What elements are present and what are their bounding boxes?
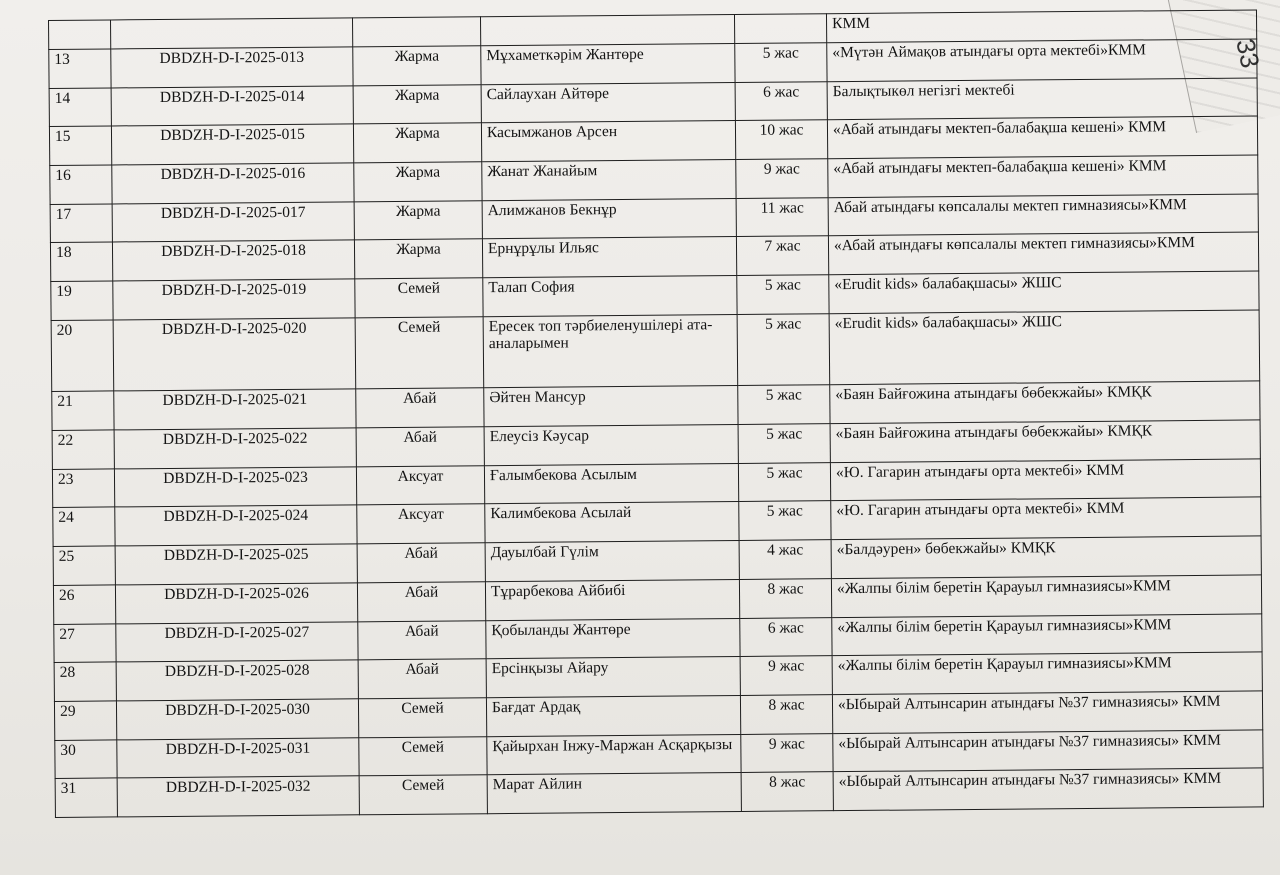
cell-age: 6 жас (740, 617, 832, 656)
cell-district: Абай (357, 582, 485, 622)
cell-age: 11 жас (736, 197, 828, 236)
cell-school: «Жалпы білім беретін Қарауыл гимназиясы»КММ (832, 613, 1262, 655)
cell-code: DBDZH-D-I-2025-030 (116, 699, 358, 740)
cell-district: Семей (359, 775, 487, 815)
cell-code: DBDZH-D-I-2025-027 (116, 621, 358, 662)
cell-num: 15 (49, 126, 111, 165)
cell-age: 9 жас (736, 159, 828, 198)
cell-code: DBDZH-D-I-2025-020 (113, 318, 356, 392)
cell-name: Жанат Жанайым (482, 160, 736, 201)
cell-name: Ернұрұлы Ильяс (482, 237, 736, 278)
cell-name: Талап София (483, 276, 737, 317)
cell-age: 9 жас (740, 656, 832, 695)
cell-num: 25 (53, 546, 115, 585)
cell-age: 8 жас (741, 772, 833, 812)
cell-district: Аксуат (356, 465, 484, 505)
cell-name: Тұрарбекова Айбибі (485, 579, 739, 620)
cell-code: DBDZH-D-I-2025-028 (116, 660, 358, 701)
cell-code: DBDZH-D-I-2025-032 (117, 776, 359, 817)
cell-age: 8 жас (740, 695, 832, 734)
cell-num: 13 (49, 49, 111, 88)
cell-district: Семей (355, 317, 484, 390)
cell-age (734, 14, 826, 44)
cell-num (49, 20, 111, 50)
cell-num: 23 (52, 469, 114, 508)
cell-district: Семей (355, 278, 483, 318)
cell-age: 5 жас (739, 501, 831, 540)
cell-district: Жарма (354, 200, 482, 240)
cell-district: Абай (358, 620, 486, 660)
cell-name: Сайлаухан Айтөре (481, 82, 735, 123)
cell-district: Абай (357, 543, 485, 583)
cell-num: 28 (54, 662, 116, 701)
cell-num: 14 (49, 88, 111, 127)
cell-name: Елеусіз Кәусар (484, 425, 738, 466)
cell-school: «Ыбырай Алтынсарин атындағы №37 гимназиясы» КММ (833, 768, 1263, 811)
cell-district (352, 17, 480, 47)
cell-num: 31 (55, 778, 117, 817)
cell-code: DBDZH-D-I-2025-013 (111, 47, 353, 88)
cell-code: DBDZH-D-I-2025-023 (114, 467, 356, 508)
cell-code: DBDZH-D-I-2025-015 (111, 124, 353, 165)
cell-school: «Ыбырай Алтынсарин атындағы №37 гимназиясы» КММ (832, 691, 1262, 733)
cell-school: «Баян Байғожина атындағы бөбекжайы» КМҚК (830, 420, 1260, 462)
cell-school: «Абай атындағы мектеп-балабақша кешені» КММ (828, 155, 1258, 197)
cell-name: Марат Айлин (487, 773, 741, 814)
cell-age: 6 жас (735, 81, 827, 120)
participants-table (48, 9, 1264, 818)
cell-code: DBDZH-D-I-2025-017 (112, 202, 354, 243)
cell-school: «Жалпы білім беретін Қарауыл гимназиясы»КММ (831, 575, 1261, 617)
cell-name: Әйтен Мансур (484, 386, 738, 427)
cell-num: 21 (52, 391, 114, 430)
cell-school: «Жалпы білім беретін Қарауыл гимназиясы»КММ (832, 652, 1262, 694)
cell-num: 20 (51, 320, 114, 392)
cell-code: DBDZH-D-I-2025-024 (115, 505, 357, 546)
cell-school: «Мүтән Аймақов атындағы орта мектебі»КММ (827, 39, 1257, 81)
cell-code: DBDZH-D-I-2025-026 (115, 583, 357, 624)
cell-district: Аксуат (357, 504, 485, 544)
cell-name: Касымжанов Арсен (481, 121, 735, 162)
cell-num: 24 (53, 507, 115, 546)
cell-district: Абай (356, 388, 484, 428)
cell-district: Жарма (354, 239, 482, 279)
cell-code: DBDZH-D-I-2025-031 (117, 737, 359, 778)
cell-school: Абай атындағы көпсалалы мектеп гимназиясы»КММ (828, 194, 1258, 236)
cell-district: Абай (358, 659, 486, 699)
cell-school: «Абай атындағы көпсалалы мектеп гимназиясы»КММ (828, 232, 1258, 274)
cell-school: «Erudit kids» балабақшасы» ЖШС (829, 310, 1260, 385)
cell-age: 9 жас (741, 733, 833, 772)
cell-school: «Erudit kids» балабақшасы» ЖШС (829, 271, 1259, 313)
table-row (51, 310, 1260, 392)
cell-name: Ғалымбекова Асылым (484, 463, 738, 504)
cell-name: Ерсінқызы Айару (486, 657, 740, 698)
cell-age: 5 жас (737, 275, 829, 314)
cell-name: Калимбекова Асылай (485, 502, 739, 543)
cell-code: DBDZH-D-I-2025-022 (114, 428, 356, 469)
cell-age: 5 жас (737, 314, 830, 386)
cell-code (111, 18, 353, 49)
cell-code: DBDZH-D-I-2025-025 (115, 544, 357, 585)
cell-name: Дауылбай Гүлім (485, 541, 739, 582)
cell-name: Қобыланды Жантөре (486, 618, 740, 659)
cell-code: DBDZH-D-I-2025-018 (112, 240, 354, 281)
cell-name: Бағдат Ардақ (486, 695, 740, 736)
cell-num: 30 (55, 739, 117, 778)
cell-school: «Баян Байғожина атындағы бөбекжайы» КМҚК (830, 381, 1260, 423)
cell-code: DBDZH-D-I-2025-021 (114, 389, 356, 430)
cell-school: «Абай атындағы мектеп-балабақша кешені» КММ (827, 116, 1257, 158)
page-number: 33 (1230, 36, 1266, 71)
cell-num: 29 (54, 701, 116, 740)
cell-age: 10 жас (735, 120, 827, 159)
cell-age: 5 жас (735, 43, 827, 82)
cell-district: Жарма (353, 84, 481, 124)
cell-district: Семей (359, 736, 487, 776)
cell-age: 8 жас (739, 578, 831, 617)
cell-num: 26 (53, 585, 115, 624)
cell-num: 22 (52, 430, 114, 469)
cell-district: Жарма (353, 46, 481, 86)
cell-code: DBDZH-D-I-2025-014 (111, 86, 353, 127)
cell-name: Қайырхан Інжу-Маржан Асқарқызы (487, 734, 741, 775)
cell-district: Жарма (354, 162, 482, 202)
cell-school: «Балдәурен» бөбекжайы» КМҚК (831, 536, 1261, 578)
cell-num: 18 (50, 242, 112, 281)
cell-name (480, 15, 734, 46)
cell-age: 5 жас (738, 424, 830, 463)
cell-school: КММ (826, 10, 1256, 43)
cell-name: Мұхаметкәрім Жантөре (481, 44, 735, 85)
cell-num: 16 (50, 165, 112, 204)
cell-name: Алимжанов Бекнұр (482, 198, 736, 239)
cell-district: Жарма (353, 123, 481, 163)
cell-district: Абай (356, 427, 484, 467)
cell-school: «Ю. Гагарин атындағы орта мектебі» КММ (831, 497, 1261, 539)
cell-age: 4 жас (739, 540, 831, 579)
cell-age: 5 жас (738, 462, 830, 501)
cell-school: «Ю. Гагарин атындағы орта мектебі» КММ (830, 459, 1260, 501)
cell-age: 7 жас (736, 236, 828, 275)
cell-num: 27 (54, 623, 116, 662)
cell-school: Балықтыкөл негізгі мектебі (827, 78, 1257, 120)
cell-num: 19 (51, 281, 113, 320)
cell-num: 17 (50, 204, 112, 243)
cell-district: Семей (358, 698, 486, 738)
cell-age: 5 жас (738, 385, 830, 424)
cell-school: «Ыбырай Алтынсарин атындағы №37 гимназиясы» КММ (833, 729, 1263, 771)
cell-name: Ересек топ тәрбиеленушілері ата-аналарымен (483, 314, 738, 388)
cell-code: DBDZH-D-I-2025-016 (112, 163, 354, 204)
cell-code: DBDZH-D-I-2025-019 (113, 279, 355, 320)
